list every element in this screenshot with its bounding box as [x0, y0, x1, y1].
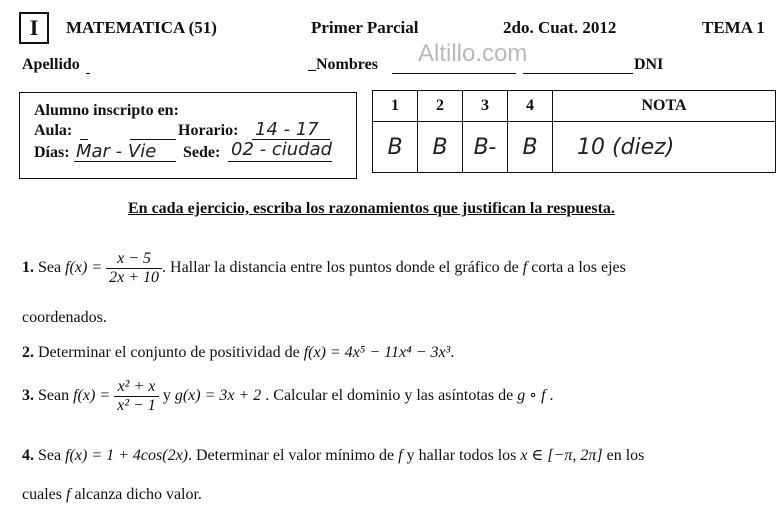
grade-header-4: 4 — [508, 91, 553, 122]
sede-label: Sede: — [183, 144, 221, 161]
enrollment-box — [19, 92, 357, 179]
grade-header-row — [373, 91, 776, 122]
grade-value-4: B — [508, 122, 553, 173]
exercise-1-fraction — [106, 250, 162, 287]
aula-line-a — [80, 139, 88, 140]
horario-label: Horario: — [178, 122, 239, 139]
tema-number-box: I — [19, 12, 49, 44]
exercise-1-denominator: 2x + 10 — [109, 269, 160, 286]
dni-pre-line — [523, 73, 633, 74]
exercise-3-formula-lhs: f(x) = — [73, 387, 111, 405]
exercise-3-number: 3. — [22, 387, 34, 405]
grade-header-2: 2 — [418, 91, 463, 122]
exercise-4-continuation: cuales — [22, 486, 62, 503]
exercise-4-domain: x ∈ [−π, 2π] — [520, 447, 603, 464]
exercise-3 — [22, 378, 554, 415]
exam-name: Primer Parcial — [311, 18, 419, 37]
exercise-4-f: f — [398, 447, 403, 464]
exercise-4-text: . Determinar el valor mínimo de — [188, 447, 395, 464]
grade-header-1: 1 — [373, 91, 418, 122]
exercise-4-text2: y hallar todos los — [406, 447, 517, 464]
grade-value-3: B- — [463, 122, 508, 173]
watermark: Altillo.com — [418, 40, 528, 67]
exercise-1-formula-lhs: f(x) = — [65, 259, 103, 277]
exercise-3-end: . — [549, 387, 554, 405]
exercise-1-numerator: x − 5 — [106, 250, 162, 269]
sede-line — [228, 161, 332, 162]
exercise-3-y: y — [162, 387, 171, 405]
exercise-1-f: f — [522, 259, 528, 277]
aula-label: Aula: — [34, 122, 73, 139]
exercise-4 — [22, 445, 644, 465]
exercise-1-number: 1. — [22, 259, 34, 277]
instruction-text: En cada ejercicio, escriba los razonamientos que justifican la respuesta. — [128, 200, 615, 217]
exercise-1-text2: corta a los ejes — [531, 259, 626, 277]
nombres-line — [392, 73, 516, 74]
exercise-3-composition: g ∘ f — [517, 387, 546, 405]
exercise-3-denominator: x² − 1 — [117, 397, 156, 414]
dni-label: DNI — [634, 56, 664, 73]
grade-value-2: B — [418, 122, 463, 173]
aula-line-b — [130, 139, 176, 140]
exercise-3-fraction — [114, 378, 159, 415]
exercise-1 — [22, 250, 626, 287]
exercise-2 — [22, 344, 454, 362]
grade-header-3: 3 — [463, 91, 508, 122]
enrollment-title: Alumno inscripto en: — [34, 102, 179, 119]
exercise-3-numerator: x² + x — [114, 378, 159, 397]
grade-value-nota: 10 (diez) — [553, 122, 776, 173]
exercise-2-end: . — [450, 344, 455, 361]
dias-label: Días: — [34, 144, 70, 161]
exercise-3-intro: Sean — [38, 387, 70, 405]
tema-label: TEMA 1 — [702, 18, 765, 37]
exercise-4-intro: Sea — [38, 447, 62, 464]
exercise-2-formula: f(x) = 4x⁵ − 11x⁴ − 3x³ — [303, 344, 451, 361]
dias-line — [74, 161, 176, 162]
subject-title: MATEMATICA (51) — [66, 18, 217, 37]
exercise-1-continuation: coordenados. — [22, 309, 107, 326]
exercise-4-f2: f — [65, 486, 71, 503]
exercise-1-intro: Sea — [38, 259, 62, 277]
exercise-1-text: . Hallar la distancia entre los puntos donde el gráfico de — [162, 259, 519, 277]
exercise-4-continuation-line — [22, 486, 202, 504]
exercise-4-text3: en los — [606, 447, 645, 464]
dias-value: Mar - Vie — [76, 141, 157, 162]
grade-header-nota: NOTA — [553, 91, 776, 122]
exam-term: 2do. Cuat. 2012 — [503, 18, 617, 37]
horario-value: 14 - 17 — [255, 119, 319, 140]
exercise-3-formula2: g(x) = 3x + 2 — [174, 387, 262, 405]
apellido-label: Apellido — [22, 56, 80, 73]
exercise-4-number: 4. — [22, 447, 34, 464]
grade-table — [372, 90, 776, 173]
exercise-4-formula: f(x) = 1 + 4cos(2x) — [65, 447, 188, 464]
apellido-line — [86, 73, 90, 74]
grade-value-1: B — [373, 122, 418, 173]
exercise-3-text: . Calcular el dominio y las asíntotas de — [265, 387, 514, 405]
grade-value-row — [373, 122, 776, 173]
nombres-label: _Nombres — [308, 56, 378, 73]
exercise-2-text: Determinar el conjunto de positividad de — [38, 344, 300, 361]
sede-value: 02 - ciudad — [231, 139, 333, 160]
exercise-4-continuation2: alcanza dicho valor. — [74, 486, 202, 503]
exercise-2-number: 2. — [22, 344, 34, 361]
